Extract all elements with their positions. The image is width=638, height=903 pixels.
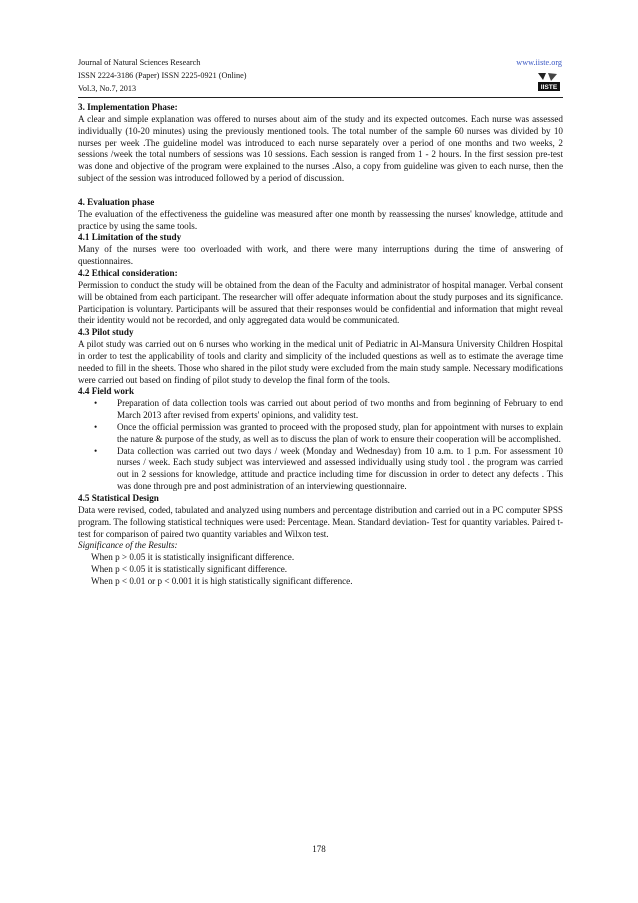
limitation-paragraph: Many of the nurses were too overloaded with work, and there were many interruptions during the time of answering of questionnaires. <box>78 244 563 267</box>
page-number: 178 <box>312 844 326 854</box>
iiste-logo-icon <box>535 71 563 93</box>
significance-line: When p < 0.01 or p < 0.001 it is high statistically significant difference. <box>91 575 353 586</box>
bullet-icon: • <box>94 445 98 456</box>
journal-header <box>78 56 562 95</box>
list-item <box>78 398 563 422</box>
section-gap <box>78 185 563 197</box>
significance-line: When p < 0.05 it is statistically significant difference. <box>91 564 288 575</box>
pilot-paragraph: A pilot study was carried out on 6 nurses who working in the medical unit of Pediatric in Al-Mansura University Children Hospital in order to test the applicability of tools and clarity and simplicity of the included questions as well as to estimate the average time needed to fill in the sheets. Those who shared in the pilot study were excluded from the main study sample. Necessary modifications were carried out based on finding of pilot study to develop the final form of the tools. <box>78 339 563 385</box>
bullet-icon: • <box>94 421 98 432</box>
ethical-heading: 4.2 Ethical consideration: <box>78 267 178 278</box>
evaluation-heading: 4. Evaluation phase <box>78 196 155 207</box>
list-item-text: Once the official permission was granted to proceed with the proposed study, plan for appointment with nurses to explain the nature & purpose of the study, as well as to discuss the plan of work to ensure their cooperation will be accomplished. <box>117 421 563 444</box>
significance-title: Significance of the Results: <box>78 540 178 551</box>
journal-issn: ISSN 2224-3186 (Paper) ISSN 2225-0921 (Online) <box>78 71 247 80</box>
significance-line: When p > 0.05 it is statistically insignificant difference. <box>91 552 295 563</box>
field-work-heading: 4.4 Field work <box>78 386 135 397</box>
journal-url-link[interactable]: www.iiste.org <box>516 58 562 67</box>
implementation-paragraph: A clear and simple explanation was offered to nurses about aim of the study and its expected outcomes. Each nurse was assessed individually (10-20 minutes) using the previously mentioned tools. The total number of the sample 60 nurses was divided by 10 nurses per week .The guideline model was introduced to each nurse separately over a period of one months and two weeks, 2 sessions /week the total numbers of sessions was 10 sessions. Each session is ranged from 1 - 2 hours. In the first session pre-test was done and objective of the program were explained to the nurses .Also, a copy from guideline was given to each nurse, then the subject of the session was introduced followed by a period of discussion. <box>78 113 563 184</box>
page-content <box>78 102 563 588</box>
list-item-text: Preparation of data collection tools was carried out about period of two months and from beginning of February to end March 2013 after revised from experts' opinions, and validity test. <box>117 398 563 421</box>
field-work-list <box>78 398 563 493</box>
list-item <box>78 422 563 446</box>
journal-volume: Vol.3, No.7, 2013 <box>78 84 137 93</box>
list-item-text: Data collection was carried out two days / week (Monday and Wednesday) from 10 a.m. to 1 p.m. For assessment 10 nurses / week. Each study subject was interviewed and assessed individually using study tool . the program was carried out in 2 sessions for knowledge, attitude and practice including time for discussion in order to detect any defects . This was done through pre and post administration of an interviewing questionnaire. <box>117 445 563 492</box>
bullet-icon: • <box>94 398 98 409</box>
evaluation-paragraph: The evaluation of the effectiveness the guideline was measured after one month by reassessing the nurses' knowledge, attitude and practice by using the same tools. <box>78 208 563 231</box>
header-divider <box>78 97 563 98</box>
logo-text: IISTE <box>540 84 558 92</box>
implementation-heading: 3. Implementation Phase: <box>78 102 178 112</box>
list-item <box>78 446 563 493</box>
statistical-heading: 4.5 Statistical Design <box>78 493 159 503</box>
journal-title: Journal of Natural Sciences Research <box>78 58 201 67</box>
pilot-heading: 4.3 Pilot study <box>78 327 134 338</box>
limitation-heading: 4.1 Limitation of the study <box>78 232 182 243</box>
statistical-paragraph: Data were revised, coded, tabulated and analyzed using numbers and percentage distribution and carried out in a PC computer SPSS program. The following statistical techniques were used: Percentage. Mean. Standard deviation- Test for quantity variables. Paired t-test for comparison of paired two quantity variables and Wilxon test. <box>78 504 563 539</box>
ethical-paragraph: Permission to conduct the study will be obtained from the dean of the Faculty and administrator of hospital manager. Verbal consent will be obtained from each participant. The researcher will offer adequate information about the study purposes and its significance. Participation is voluntary. Participants will be assured that their responses would be confidential and information that might reveal their identity would not be recorded, and only aggregated data would be communicated. <box>78 279 563 326</box>
